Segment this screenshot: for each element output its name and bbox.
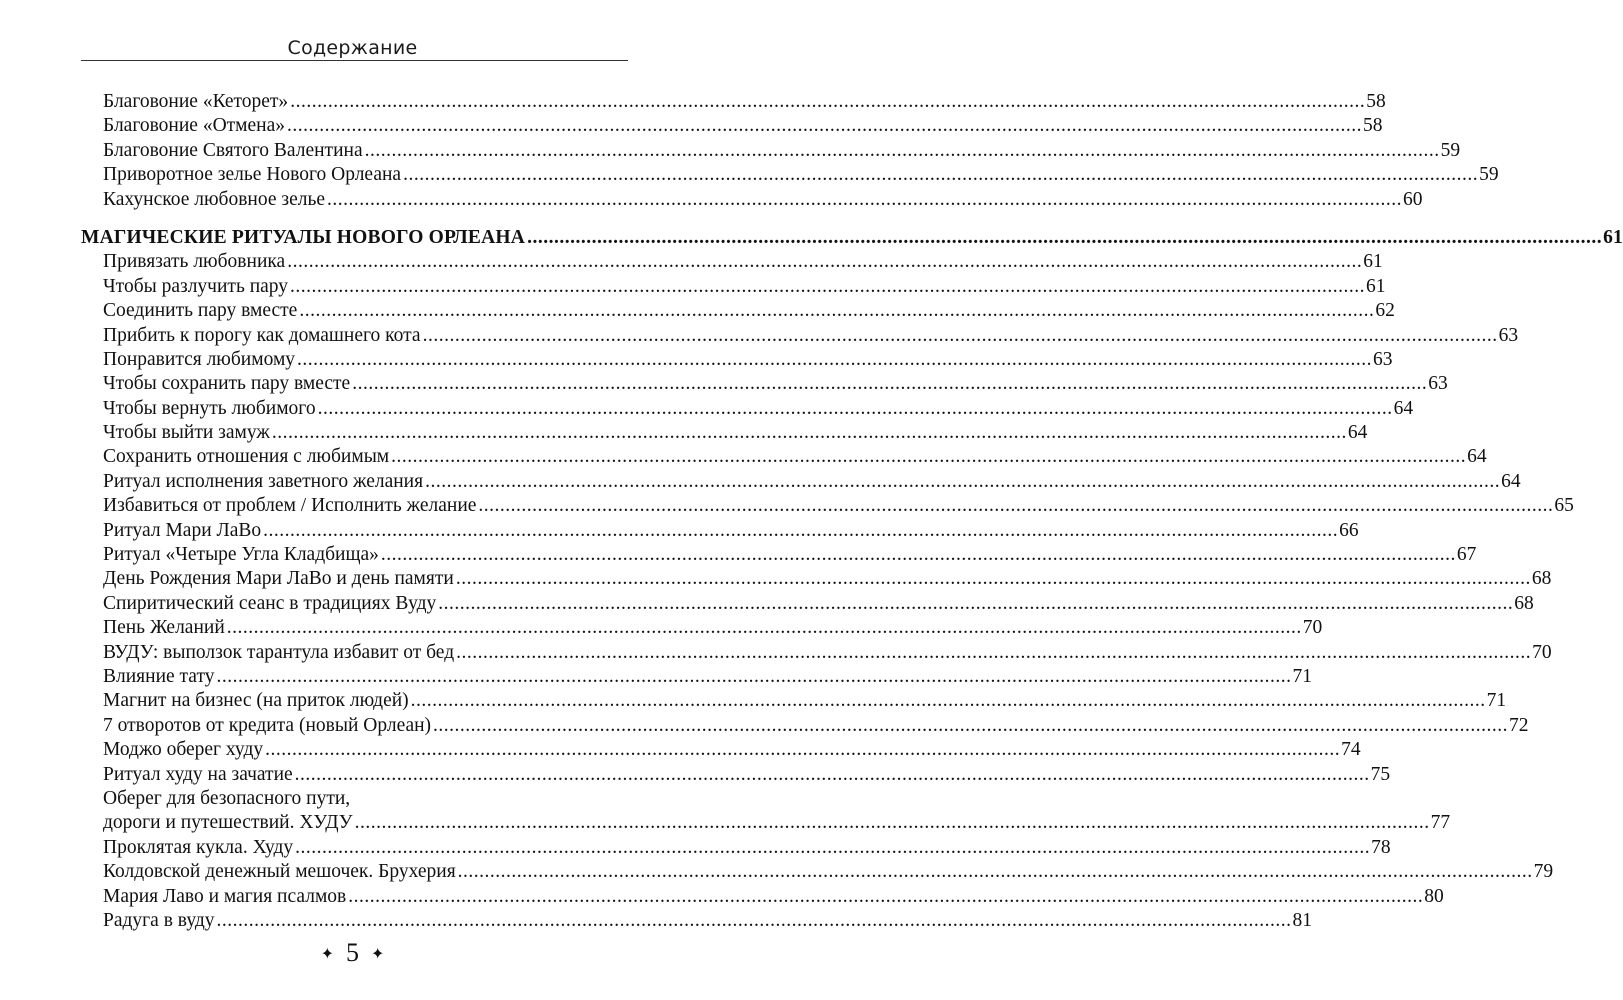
toc-entry-title: Спиритический сеанс в традициях Вуду xyxy=(103,592,437,614)
toc-dot-leader: ........................................................................................................................................................................................................ xyxy=(433,714,1509,736)
toc-entry-title: Радуга в вуду xyxy=(103,909,215,931)
toc-entry xyxy=(81,909,1313,933)
toc-dot-leader: ........................................................................................................................................................................................................ xyxy=(391,446,1467,468)
toc-entry-page: 71 xyxy=(1486,690,1507,712)
toc-entry-page: 58 xyxy=(1363,115,1383,137)
toc-entry-title: 7 отворотов от кредита (новый Орлеан) xyxy=(103,714,432,736)
ornament-left-icon: ✦ xyxy=(320,946,334,964)
toc-entry-page: 63 xyxy=(1428,373,1448,395)
toc-dot-leader: ........................................................................................................................................................................................................ xyxy=(271,422,1347,444)
toc-dot-leader: ........................................................................................................................................................................................................ xyxy=(354,812,1430,834)
toc-entry xyxy=(81,567,1552,591)
toc-entry-page: 75 xyxy=(1370,763,1391,785)
toc-entry-title: ВУДУ: выползок тарантула избавит от бед xyxy=(103,641,455,663)
toc-entry xyxy=(81,763,1391,787)
toc-entry-page: 64 xyxy=(1347,422,1368,444)
toc-entry xyxy=(81,188,1423,212)
toc-entry-page: 72 xyxy=(1509,714,1529,736)
toc-entry-page: 70 xyxy=(1532,641,1552,663)
toc-entry-title: Понравится любимому xyxy=(103,348,296,370)
toc-entry-title: Влияние тату xyxy=(103,665,215,687)
toc-entry-page: 64 xyxy=(1467,446,1487,468)
toc-entry-title: Благовоние «Отмена» xyxy=(103,115,286,137)
toc-entry-title: Чтобы вернуть любимого xyxy=(103,397,316,419)
toc-entry xyxy=(81,421,1368,445)
toc-entry-title: Чтобы выйти замуж xyxy=(103,422,270,444)
toc-entry xyxy=(81,299,1395,323)
toc-dot-leader: ........................................................................................................................................................................................................ xyxy=(457,861,1533,883)
toc-entry-title: Моджо оберег худу xyxy=(103,739,264,761)
toc-dot-leader: ........................................................................................................................................................................................................ xyxy=(327,188,1403,210)
toc-dot-leader: ........................................................................................................................................................................................................ xyxy=(265,739,1341,761)
toc-entry-title: Ритуал худу на зачатие xyxy=(103,763,293,785)
toc-entry-title: Сохранить отношения с любимым xyxy=(103,446,390,468)
toc-entry-page: 61 xyxy=(1603,226,1623,248)
toc-entry xyxy=(81,397,1414,421)
toc-entry-title: Пень Желаний xyxy=(103,617,225,639)
toc-entry-title: Кахунское любовное зелье xyxy=(103,188,326,210)
toc-dot-leader: ........................................................................................................................................................................................................ xyxy=(478,495,1554,517)
toc-entry-title: День Рождения Мари ЛаВо и день памяти xyxy=(103,568,454,590)
toc-entry-page: 80 xyxy=(1424,885,1444,907)
toc-entry-page: 71 xyxy=(1292,665,1312,687)
toc-entry xyxy=(81,860,1554,884)
toc-dot-leader: ........................................................................................................................................................................................................ xyxy=(216,665,1292,687)
toc-entry xyxy=(81,836,1391,860)
toc-entry xyxy=(81,665,1312,689)
toc-entry-page: 79 xyxy=(1533,861,1554,883)
toc-entry-title: Колдовской денежный мешочек. Брухерия xyxy=(103,861,456,883)
toc-entry-title: Соединить пару вместе xyxy=(103,300,298,322)
toc-entry-title: Благовоние «Кеторет» xyxy=(103,91,289,112)
toc-entry-title: Магнит на бизнес (на приток людей) xyxy=(103,690,409,712)
toc-dot-leader: ........................................................................................................................................................................................................ xyxy=(455,568,1531,590)
toc-entry xyxy=(81,787,616,811)
toc-entry xyxy=(81,592,1534,616)
toc-dot-leader: ........................................................................................................................................................................................................ xyxy=(263,519,1339,541)
toc-entry-page: 81 xyxy=(1292,909,1313,931)
toc-entry xyxy=(81,275,1386,299)
toc-entry-page: 78 xyxy=(1371,836,1391,858)
toc-entry-page: 68 xyxy=(1531,568,1552,590)
toc-entry-page: 59 xyxy=(1440,139,1461,161)
page-number-footer xyxy=(0,938,705,970)
toc-dot-leader: ........................................................................................................................................................................................................ xyxy=(456,641,1532,663)
toc-entry-page: 62 xyxy=(1375,300,1395,322)
toc-entry xyxy=(81,470,1521,494)
toc-dot-leader: ........................................................................................................................................................................................................ xyxy=(403,164,1479,186)
toc-entry xyxy=(81,348,1393,372)
toc-entry-title: Мария Лаво и магия псалмов xyxy=(103,885,347,907)
toc-entry-page: 58 xyxy=(1366,91,1386,112)
toc-dot-leader: ........................................................................................................................................................................................................ xyxy=(348,885,1424,907)
toc-dot-leader: ........................................................................................................................................................................................................ xyxy=(295,836,1371,858)
toc-entry xyxy=(81,885,1444,909)
toc-dot-leader: ........................................................................................................................................................................................................ xyxy=(299,300,1375,322)
toc-entry-page: 63 xyxy=(1373,348,1393,370)
toc-dot-leader: ........................................................................................................................................................................................................ xyxy=(216,909,1292,931)
toc-entry xyxy=(81,250,1383,274)
toc-entry xyxy=(81,738,1361,762)
toc-entry-title: Ритуал исполнения заветного желания xyxy=(103,470,424,492)
toc-dot-leader: ........................................................................................................................................................................................................ xyxy=(438,592,1514,614)
toc-entry-title: Избавиться от проблем / Исполнить желание xyxy=(103,495,477,517)
toc-dot-leader: ........................................................................................................................................................................................................ xyxy=(410,690,1486,712)
toc-dot-leader: ........................................................................................................................................................................................................ xyxy=(380,544,1456,566)
ornament-right-icon: ✦ xyxy=(371,946,385,964)
toc-entry-title: Приворотное зелье Нового Орлеана xyxy=(103,164,402,186)
toc-dot-leader: ........................................................................................................................................................................................................ xyxy=(287,251,1363,273)
toc-dot-leader: ........................................................................................................................................................................................................ xyxy=(290,275,1366,297)
toc-entry-title: Ритуал «Четыре Угла Кладбища» xyxy=(103,544,379,566)
toc-entry xyxy=(81,139,1461,163)
toc-entry-title: Чтобы разлучить пару xyxy=(103,275,289,297)
header-rule xyxy=(81,60,628,61)
toc-entry-page: 64 xyxy=(1501,470,1521,492)
toc-entry xyxy=(81,616,1323,640)
toc-entry xyxy=(81,543,1477,567)
toc-dot-leader: ........................................................................................................................................................................................................ xyxy=(527,226,1603,248)
toc-entry xyxy=(81,519,1359,543)
toc-entry-title: Благовоние Святого Валентина xyxy=(103,139,363,161)
toc-dot-leader: ........................................................................................................................................................................................................ xyxy=(290,91,1366,112)
toc-entry-title: Ритуал Мари ЛаВо xyxy=(103,519,262,541)
toc-dot-leader: ........................................................................................................................................................................................................ xyxy=(422,324,1498,346)
toc-entry-page: 60 xyxy=(1403,188,1423,210)
toc-entry-page: 70 xyxy=(1302,617,1323,639)
toc-entry xyxy=(81,163,1499,187)
toc-section-heading xyxy=(81,226,1623,250)
toc-dot-leader: ........................................................................................................................................................................................................ xyxy=(287,115,1363,137)
toc-entry-page: 74 xyxy=(1341,739,1361,761)
running-head: Содержание xyxy=(287,37,418,59)
toc-entry-title: Привязать любовника xyxy=(103,251,286,273)
toc-entry-title: Оберег для безопасного пути, xyxy=(103,787,351,809)
toc-dot-leader: ........................................................................................................................................................................................................ xyxy=(294,763,1370,785)
toc-dot-leader: ........................................................................................................................................................................................................ xyxy=(425,470,1501,492)
toc-entry-title: Чтобы сохранить пару вместе xyxy=(103,373,351,395)
toc-dot-leader: ........................................................................................................................................................................................................ xyxy=(226,617,1302,639)
toc-entry-page: 68 xyxy=(1514,592,1534,614)
toc-dot-leader: ........................................................................................................................................................................................................ xyxy=(317,397,1393,419)
toc-entry xyxy=(81,445,1487,469)
toc-entry xyxy=(81,372,1448,396)
toc-entry-title: дороги и путешествий. ХУДУ xyxy=(103,812,353,834)
table-of-contents xyxy=(81,90,1623,933)
toc-entry-page: 65 xyxy=(1554,495,1574,517)
toc-entry xyxy=(81,811,1451,835)
toc-entry-page: 64 xyxy=(1393,397,1414,419)
toc-entry xyxy=(81,714,1529,738)
page-number: 5 xyxy=(346,938,359,967)
toc-dot-leader: ........................................................................................................................................................................................................ xyxy=(297,348,1373,370)
toc-entry-page: 77 xyxy=(1430,812,1451,834)
toc-dot-leader: ........................................................................................................................................................................................................ xyxy=(364,139,1440,161)
toc-entry xyxy=(81,324,1519,348)
toc-entry xyxy=(81,641,1552,665)
toc-entry xyxy=(81,114,1383,138)
toc-dot-leader: ........................................................................................................................................................................................................ xyxy=(352,373,1428,395)
toc-entry-title: Прибить к порогу как домашнего кота xyxy=(103,324,421,346)
toc-entry-page: 67 xyxy=(1456,544,1477,566)
toc-entry-title: Проклятая кукла. Худу xyxy=(103,836,294,858)
toc-entry xyxy=(81,689,1507,713)
toc-entry-title: МАГИЧЕСКИЕ РИТУАЛЫ НОВОГО ОРЛЕАНА xyxy=(81,226,526,248)
toc-entry-page: 63 xyxy=(1498,324,1519,346)
toc-entry-page: 59 xyxy=(1479,164,1499,186)
toc-entry-page: 66 xyxy=(1339,519,1359,541)
toc-entry-page: 61 xyxy=(1363,251,1383,273)
toc-entry-page: 61 xyxy=(1366,275,1386,297)
toc-entry xyxy=(81,494,1574,518)
toc-entry xyxy=(81,90,1386,114)
